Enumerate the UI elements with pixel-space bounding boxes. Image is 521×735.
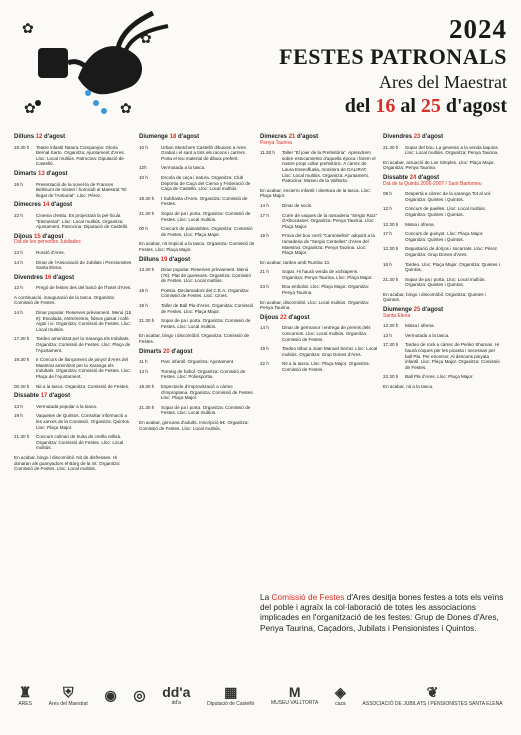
event-row — [139, 175, 257, 192]
event-row — [139, 359, 257, 365]
event-row — [139, 196, 257, 207]
schedule-column-1 — [14, 130, 132, 472]
event-time: 12.30 h — [383, 323, 399, 329]
event-row — [383, 333, 501, 339]
event-time: 14 h — [260, 325, 269, 331]
event-description: Sopar del bou. La geveran a la venda taquins. Lloc: Local multiús. Organitza: Penya Taurina. — [405, 144, 499, 156]
event-description: Parc infantil. Organitza: Ajuntament. — [161, 359, 235, 365]
day-number: 13 — [38, 170, 45, 177]
event-description: Corre de vaques de la ramaderia “Sergio Ruiz” d'Albocàsser. Organitza: Penya Taurina. Lloc: Plaça Major. — [282, 212, 378, 229]
event-row — [139, 303, 257, 314]
sponsor-name: caza — [335, 700, 346, 707]
event-time: 11 h — [139, 359, 148, 365]
event-time: 19 h — [14, 413, 23, 419]
event-time: 21 h — [260, 269, 269, 275]
day-heading: Dimarts 13 d'agost — [14, 170, 68, 177]
event-description: Nit a la tasca. Organitza: Comissió de Festes. — [36, 383, 130, 389]
day-heading: Dilluns 12 d'agost — [14, 134, 66, 140]
event-row — [260, 269, 378, 280]
event-description: Concurs culinari de truita de creïlla rellisà. Organitza: Comissió de Festes. Lloc: Local multiús. — [36, 434, 124, 451]
day-number: 12 — [35, 134, 43, 140]
event-time: 19 h — [139, 303, 148, 309]
event-time: 12h — [139, 165, 147, 171]
event-row — [383, 222, 501, 228]
event-row — [139, 384, 257, 401]
day-heading: Dissabte 24 d'agost — [383, 174, 440, 181]
event-row — [383, 277, 501, 288]
event-time: 19 h — [14, 181, 23, 187]
event-note: En acabar, encierro infantil i obertura de la tasca. Lloc: Plaça Major. — [260, 187, 371, 199]
event-note: En acabar, nit tropical a la tasca. Organitza: Comissió de Festes. Lloc: Plaça Major. — [139, 241, 255, 252]
day-heading: Dissabte 17 d'agost — [14, 393, 71, 400]
schedule-column-2 — [139, 130, 257, 431]
flower-icon: ✿ — [22, 20, 34, 36]
event-row — [383, 323, 501, 329]
event-row — [260, 325, 378, 342]
sponsor-name: ARES — [18, 700, 32, 707]
day-number: 20 — [163, 348, 170, 355]
day-heading: Dimecres 21 d'agost — [260, 134, 319, 140]
event-row — [14, 145, 132, 167]
day-heading: Divendres 16 d'agost — [14, 274, 75, 281]
event-time: 00.30 h — [14, 383, 30, 389]
event-time: 18 h — [139, 287, 148, 293]
sponsor-logo — [133, 687, 145, 704]
festival-place: Ares del Maestrat — [379, 72, 507, 92]
sponsor-logo — [207, 684, 254, 707]
day-number: 21 — [288, 134, 296, 140]
event-row — [139, 226, 257, 237]
day-number: 25 — [413, 307, 421, 314]
event-note: En acabar, nit a la tasca. — [383, 384, 434, 389]
event-description: Despertà a càrrec de la xaranga Tot al vol. Organitza: Quintes i Quintos. — [405, 191, 492, 202]
event-note: En acabar, gimcana d'adults. Inscripció 5€. Organitza: Comissió de Festes. Lloc: Local multiús. — [139, 419, 249, 431]
sponsor-logo — [18, 684, 32, 707]
sponsor-mark: M — [288, 684, 301, 700]
event-row — [383, 374, 501, 380]
day-number: 23 — [413, 134, 421, 140]
event-description: Tardeo de rock a càrrec de Periko Shaman. Hi haurà coques per les picaeta i necessari per ball Pla. Per encerrar: Al descans pinyata infantil. Lloc: Plaça Major. Organitza: Comissió de Festes. — [405, 342, 500, 370]
event-row — [14, 213, 132, 230]
festival-dates: del 16 al 25 d'agost — [344, 95, 507, 117]
event-description: Urban Sketchers Castelló dibuixen a Ares. Grabat i el sant a tots els racons i carrers. Porta el teu material de dibuix preferit. — [161, 144, 248, 161]
event-time: 10 h — [139, 174, 148, 180]
event-description: I Subhasta d'Ares. Organitza: Comissió de Festes. — [161, 195, 248, 207]
event-description: Rondó d'Ares. — [36, 249, 65, 255]
event-row — [139, 145, 257, 162]
sponsor-mark: ◎ — [133, 686, 146, 703]
event-time: 22 h — [260, 361, 269, 367]
event-time: 17.30 h — [383, 342, 399, 348]
event-note: En acabar, bingo i discomòbil. Nit de disfresses. Hi donaran als guanyadors el Barg de la nit. Organitza: Comissió de Festes. Lloc: Local multiús. — [14, 454, 121, 472]
event-time: 13 h — [14, 249, 23, 255]
event-row — [260, 346, 378, 357]
day-number: 19 — [160, 256, 168, 263]
event-time: 13 h — [383, 332, 392, 338]
event-description: Missa i ofrena. — [405, 221, 435, 227]
event-description: Presentació de la novel·la de Frances Bellmunt de misteri i homicidi al Maestrat “El llegat de l'Antiurial”. Lloc: Pérez. — [36, 181, 127, 198]
event-time: 12.30 h — [383, 221, 399, 227]
event-description: Poesia. Declamadors del C.E.A. Organitza: Comissió de Festes. Lloc: Cines. — [161, 287, 250, 299]
event-description: Bou embolat. Lloc: Plaça Major. Organitza: Penya Taurina. — [282, 284, 370, 296]
event-description: Concurs de paelles. Lloc: Local multiús. Organitza: Quintes i Quintos. — [405, 206, 486, 217]
event-time: 17 h — [383, 231, 392, 237]
event-description: Torneig de futbol. Organitza: Comissió de Festes. Lloc: Poliesportiu. — [161, 368, 246, 380]
event-description: Concurs de guinyot. Lloc: Plaça Major. Organitza: Quintes i Quintos. — [405, 231, 484, 242]
event-description: Taller “El joier de la Prehistòria”. Aprendrem sobre estocamiento d'aquella època i farem el nostre propi collar prehistòric. A càrrec de Laura Esseoffuela, monitora de GALIRAT. Lloc: Local multiús. Organitza: Ajuntament. Patrocina: Museu de la Valltorta. — [282, 150, 376, 184]
event-time: 13 h — [14, 403, 23, 409]
event-time: 18.30 h — [139, 195, 155, 201]
event-row — [260, 361, 378, 372]
sponsor-mark: ▦ — [224, 683, 238, 700]
event-row — [383, 342, 501, 370]
event-time: 12 h — [14, 285, 23, 291]
event-row — [14, 250, 132, 256]
sponsor-logo — [162, 684, 190, 706]
sponsor-logos — [0, 665, 521, 725]
event-time: 13 h — [139, 368, 148, 374]
day-heading: Dimarts 20 d'agost — [139, 348, 193, 355]
event-time: 18.30 h — [139, 384, 155, 389]
day-number: 18 — [169, 134, 177, 140]
flower-icon: ✿ — [24, 100, 36, 116]
event-note: En acabar, discomòbil. Lloc: Local multiús. Organitza: Penya Taurina. — [260, 299, 370, 311]
sponsor-logo — [271, 684, 318, 706]
festival-illustration — [18, 8, 188, 128]
event-note: En acabar, tardeo amb Rumba 13. — [260, 259, 331, 265]
sponsor-logo — [335, 684, 346, 707]
event-time: 23 h — [260, 284, 269, 290]
event-row — [260, 233, 378, 255]
event-time: 14 h — [260, 202, 269, 208]
sponsor-mark: ◈ — [334, 683, 346, 700]
event-description: Sopar de pa i porta. Organitza: Comissió de Festes. Lloc: Local multiús. — [161, 404, 251, 416]
event-time: 17.30 h — [14, 336, 30, 342]
day-number: 24 — [409, 174, 417, 181]
event-note: En acabar, bingo i discomòbil. Organitza: Comissió de Festes. — [139, 333, 250, 345]
event-description: Degustació de dolços i socarrats. Lloc: Pèrez. Organitza: Grup Dones d'Ares. — [405, 246, 499, 257]
event-description: Cinema d'estiu. Es projectarà la pel·lícula “Elemental”. Lloc: Local multiús. Organitza: Ajuntament. Patrocina: Diputació de Castelló. — [36, 212, 129, 230]
event-row — [139, 211, 257, 222]
schedule-column-4 — [383, 130, 501, 390]
day-number: 22 — [280, 314, 287, 321]
event-row — [14, 336, 132, 353]
event-time: 19 h — [260, 233, 269, 239]
sponsor-mark: ⛨ — [62, 683, 74, 700]
event-description: Vermutada popular a la tasca. — [36, 403, 98, 409]
event-row — [139, 288, 257, 299]
event-row — [139, 318, 257, 329]
event-row — [383, 145, 501, 156]
event-row — [14, 310, 132, 332]
event-row — [139, 369, 257, 380]
day-heading: Dijous 15 d'agost — [14, 233, 64, 240]
sponsor-mark: ◉ — [104, 686, 117, 703]
event-description: Tardeo. Lloc: Plaça Major. Organitza: Quintes i Quintos. — [405, 261, 500, 273]
sponsor-mark: ♜ — [18, 683, 32, 700]
festival-year: 2024 — [449, 14, 507, 44]
event-time: 19 h — [260, 346, 269, 352]
sponsor-mark: ❦ — [426, 683, 439, 700]
day-subtitle: Dia de la Quinta 2006-2007 / Sant Bartomeu — [383, 180, 482, 187]
event-row — [14, 182, 132, 199]
event-row — [14, 434, 132, 451]
event-description: Teatre infantil Natura Companyia: Gloria Bernal Sarto. Organitza: Ajuntament d'Ares. Lloc: Local multiús. Patrocina: Diputació de Castelló. — [36, 144, 125, 167]
sponsor-logo — [362, 684, 502, 707]
event-row — [14, 404, 132, 410]
day-heading: Dijous 22 d'agost — [260, 314, 310, 321]
event-row — [139, 267, 257, 284]
event-note: En acabar, bingo i discomòbil. Organitza: Quintes i Quintos. — [383, 291, 486, 303]
festival-title: FESTES PATRONALS — [279, 44, 507, 69]
event-time: 18.30 h — [14, 144, 30, 150]
event-description: Sopar de pa i porta. Organitza: Comissió de Festes. Lloc: Local multiús. — [161, 210, 251, 222]
day-heading: Diumenge 18 d'agost — [139, 134, 200, 140]
sponsor-name: ASSOCIACIÓ DE JUBILATS I PENSIONISTES SANTA ELENA — [362, 700, 503, 707]
event-description: Tardeo amenitzat per la Xaranga els Indultats. Organitza: Comissió de Festes. Lloc: Plaça de l'Ajuntament. — [36, 336, 131, 353]
event-time: 19.30 h — [14, 357, 30, 363]
event-row — [14, 384, 132, 390]
event-time: 21.30 h — [383, 276, 399, 282]
event-row — [383, 246, 501, 257]
event-time: 09 h — [383, 191, 392, 197]
event-row — [14, 260, 132, 271]
event-description: Concurs de paisalobles. Organitza: Comissió de Festes. Lloc: Plaça Major. — [161, 226, 253, 237]
event-time: 14 h — [14, 259, 23, 265]
event-time: 21.30 h — [14, 434, 30, 440]
day-heading: Dilluns 19 d'agost — [139, 256, 191, 263]
event-description: Tardeo tribut a Joan Manuel Serrat. Lloc: Local multiús. Organitza: Grup Dones d'Ares. — [282, 346, 378, 357]
event-note: En acabar, actuació de Los Simples. Lloc: Plaça Major. Organitza: Penya Taurina. — [383, 159, 495, 171]
sponsor-name: dd'a — [171, 700, 181, 706]
event-description: Espectacle d'improvització a càrrec d'improplana. Organitza: Comissió de Festes. Lloc: Plaça Major. — [161, 384, 254, 401]
event-description: Dinar de l'Associació de Jubilats i Pensionistes Santa Elena. — [36, 259, 132, 271]
event-row — [383, 231, 501, 242]
event-row — [139, 165, 257, 171]
event-description: Dinar popular. Reserves prèviament. Menú (7€): Plat de quessoes. Organitza: Comissió de Festes. Lloc: Local multiús. — [161, 267, 251, 284]
day-number: 15 — [34, 233, 41, 240]
event-row — [139, 405, 257, 416]
event-row — [14, 357, 132, 379]
event-time: 12.30 h — [383, 246, 399, 252]
event-description: Vermutada a la tasca. — [405, 332, 450, 338]
event-time: 21.30 h — [383, 144, 399, 150]
event-time: 16 h — [383, 261, 392, 267]
flower-icon: ✿ — [120, 100, 132, 116]
event-description: Escola de caça i natura. Organitza: Club Deportiu de Caça del Cierva y Federació de Caça de Castelló. Lloc: Local multiús. — [161, 174, 251, 192]
sponsor-logo — [104, 687, 116, 704]
event-time: 12 h — [383, 206, 392, 212]
day-heading: Divendres 23 d'agost — [383, 134, 444, 140]
day-subtitle: Dia de les persones Jubilades — [14, 239, 81, 246]
event-time: 21.30 h — [139, 210, 155, 216]
event-note: A continuació, inauguració de la tasca. Organitza: Comissió de Festes. — [14, 294, 115, 306]
thanks-message: La Comissió de Festes d'Ares desitja bones festes a tots els veïns del poble i agraïx la col·laboració de totes les associacions implicades en l'organització de les festes: Grup de Dones d'Ares, Penya Taurina, Caçadors, Jubilats i Pensionistes i Quintos. — [260, 592, 504, 633]
event-description: Pregó de festes des del balcó de l'hotel d'Ares. — [36, 285, 132, 291]
event-time: 17 h — [260, 212, 269, 218]
day-heading: Dimecres 14 d'agost — [14, 202, 73, 209]
event-description: Dinar de socis. — [282, 202, 313, 208]
event-row — [260, 213, 378, 230]
event-time: 10 h — [139, 144, 148, 150]
event-description: Sopar. Hi haurà venda de xichiapens. Organitza: Penya Taurina. Lloc: Plaça Major. — [282, 269, 373, 280]
event-row — [260, 203, 378, 209]
day-subtitle: Santa Elena — [383, 312, 411, 319]
event-time: 21.30 h — [139, 318, 155, 324]
event-row — [14, 413, 132, 430]
event-description: Prova del bou cerril “Cantosellos” adquirit a la ramaderia de “Sergio Centelles” d'Ares del Maestrat. Organitza: Penya Taurina. Lloc: Plaça Major. — [282, 233, 375, 256]
event-row — [260, 284, 378, 295]
day-heading: Diumenge 25 d'agost — [383, 307, 444, 314]
event-time: 22 h — [14, 212, 23, 218]
event-description: Missa i ofrena. — [405, 323, 435, 329]
day-number: 14 — [42, 202, 50, 209]
day-number: 16 — [44, 274, 52, 281]
event-row — [260, 150, 378, 184]
event-time: 00 h — [139, 226, 148, 232]
event-row — [383, 206, 501, 217]
event-description: Vermutada a la tasca. — [161, 165, 206, 171]
event-description: Vaquetes de Quintos. Consultar informació a les xarxes de la Comissió. Organitza: Quintos. Lloc: Plaça Major. — [36, 413, 131, 430]
event-row — [383, 191, 501, 202]
event-description: Taller de Ball Pla d'Ares. Organitza: Comissió de Festes. Lloc: Plaça Major. — [161, 303, 254, 314]
sponsor-logo — [49, 684, 88, 707]
day-number: 17 — [40, 393, 48, 400]
event-time: 21.30 h — [139, 404, 155, 410]
schedule-column-3 — [260, 130, 378, 373]
event-description: Nit a la tasca. Lloc: Plaça Major. Organitza: Comissió de Festes. — [282, 361, 370, 372]
sponsor-mark: dd'a — [162, 684, 191, 700]
event-time: 14 h — [14, 310, 23, 316]
day-subtitle: Penya Taurina — [260, 139, 292, 146]
sponsor-name: Ares del Maestrat — [48, 700, 88, 707]
event-time: 13.30 h — [139, 267, 155, 273]
event-time: 11.30 h — [260, 150, 275, 156]
flower-icon: ✿ — [140, 30, 152, 46]
event-description: Sopar de pa i porta. Organitza: Comissió de Festes. Lloc: Local multiús. — [161, 318, 251, 329]
sponsor-name: Diputació de Castelló — [207, 700, 255, 707]
event-description: Dinar popular. Reserves prèviament. Menú (15 €): Escalada, entremesos, fideus guisat i café. Aigüí i vi. Organitza: Comissió de Festes. Lloc: Local multiús. — [36, 310, 132, 332]
event-description: Ball Pla d'Ares. Lloc: Plaça Major. — [405, 374, 474, 380]
event-description: Sopar de pa i porta. Lloc: Local multiús. Organitza: Quintes i Quintos. — [405, 276, 486, 288]
event-description: Dinar de germanor i entrega de premis dels concursos. Lloc: Local multiús. Organitza: Comissió de Festes. — [282, 325, 371, 342]
event-row — [14, 285, 132, 291]
event-row — [383, 262, 501, 273]
event-time: 22.30 h — [383, 374, 399, 380]
sponsor-name: MUSEU VALLTORTA — [270, 700, 319, 706]
event-description: II Concurs de llançament de pinyol d'Ares del Maestrat amenitzat per la Xaranga els Indultats. Organitza: Comissió de Festes. Lloc: Plaça de l'Ajuntament. — [36, 357, 131, 379]
